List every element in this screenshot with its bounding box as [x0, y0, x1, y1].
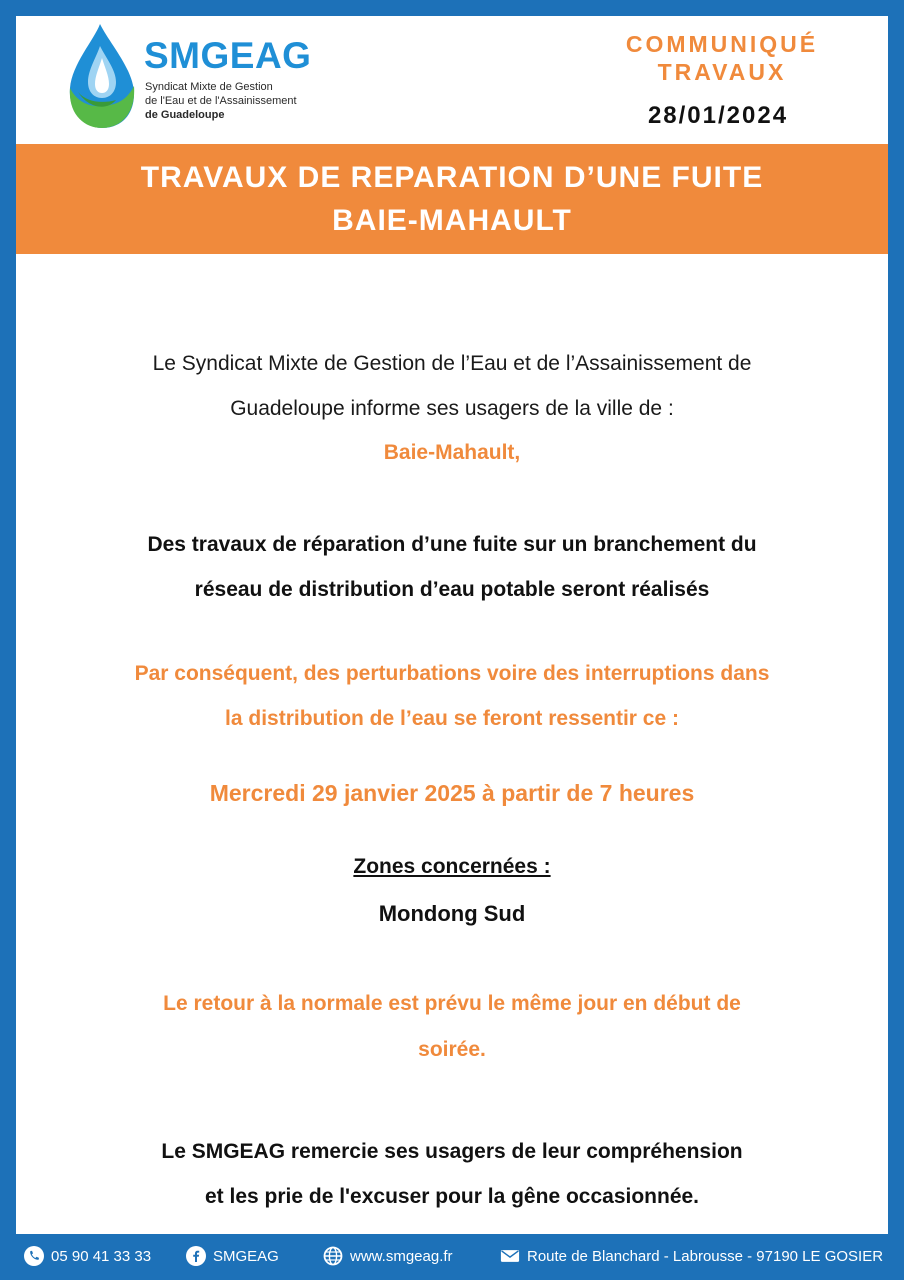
- communique-heading: [602, 30, 842, 86]
- water-drop-logo-icon: [64, 22, 136, 130]
- logo-subtitle-line: de l'Eau et de l'Assainissement: [145, 95, 297, 107]
- city-name: Baie-Mahault,: [383, 441, 521, 464]
- facebook-icon: [186, 1246, 206, 1266]
- contact-footer: [0, 1234, 904, 1280]
- footer-address-text: Route de Blanchard - Labrousse - 97190 LE GOSIER: [527, 1247, 884, 1265]
- footer-address: [500, 1244, 883, 1268]
- intro-line: Le Syndicat Mixte de Gestion de l’Eau et de l’Assainissement de: [152, 352, 752, 375]
- works-line: Des travaux de réparation d’une fuite sur un branchement du: [147, 533, 757, 556]
- thanks-line: Le SMGEAG remercie ses usagers de leur compréhension: [161, 1140, 743, 1163]
- globe-icon: [323, 1246, 343, 1266]
- notice-sheet: [16, 16, 888, 1234]
- thanks-paragraph: [36, 1129, 868, 1219]
- footer-phone[interactable]: [24, 1244, 151, 1268]
- intro-paragraph: [36, 341, 868, 431]
- logo-subtitle-line: de Guadeloupe: [145, 109, 225, 121]
- notice-date: 28/01/2024: [647, 102, 789, 129]
- logo-subtitle-line: Syndicat Mixte de Gestion: [145, 81, 273, 93]
- consequence-line: la distribution de l’eau se feront ressentir ce :: [225, 707, 679, 730]
- consequence-paragraph: [36, 651, 868, 741]
- footer-phone-text: 05 90 41 33 33: [51, 1247, 152, 1265]
- phone-icon: [24, 1246, 44, 1266]
- zone-name: Mondong Sud: [378, 901, 526, 926]
- footer-facebook[interactable]: [186, 1244, 279, 1268]
- zones-heading-label: Zones concernées :: [353, 855, 551, 878]
- communique-line: TRAVAUX: [657, 59, 787, 85]
- footer-website[interactable]: [323, 1244, 453, 1268]
- footer-facebook-text: SMGEAG: [213, 1247, 279, 1265]
- return-paragraph: [36, 981, 868, 1073]
- thanks-line: et les prie de l'excuser pour la gêne occasionnée.: [204, 1185, 700, 1208]
- return-line: Le retour à la normale est prévu le même jour en début de: [163, 992, 741, 1015]
- banner-title: TRAVAUX DE REPARATION D’UNE FUITE: [140, 161, 764, 194]
- consequence-line: Par conséquent, des perturbations voire des interruptions dans: [134, 662, 770, 685]
- intro-line: Guadeloupe informe ses usagers de la ville de :: [230, 397, 674, 420]
- works-line: réseau de distribution d’eau potable seront réalisés: [194, 578, 710, 601]
- footer-website-text: www.smgeag.fr: [350, 1247, 453, 1265]
- logo-subtitle: [145, 80, 345, 122]
- smgeag-logo: [64, 22, 344, 138]
- logo-title: SMGEAG: [144, 35, 312, 76]
- schedule-text: Mercredi 29 janvier 2025 à partir de 7 heures: [209, 780, 695, 806]
- communique-line: COMMUNIQUÉ: [625, 31, 819, 57]
- works-paragraph: [36, 522, 868, 612]
- banner-subtitle: BAIE-MAHAULT: [332, 204, 572, 237]
- zones-heading: [36, 848, 868, 886]
- title-banner: [16, 144, 888, 254]
- return-line: soirée.: [418, 1038, 486, 1061]
- mail-icon: [500, 1246, 520, 1266]
